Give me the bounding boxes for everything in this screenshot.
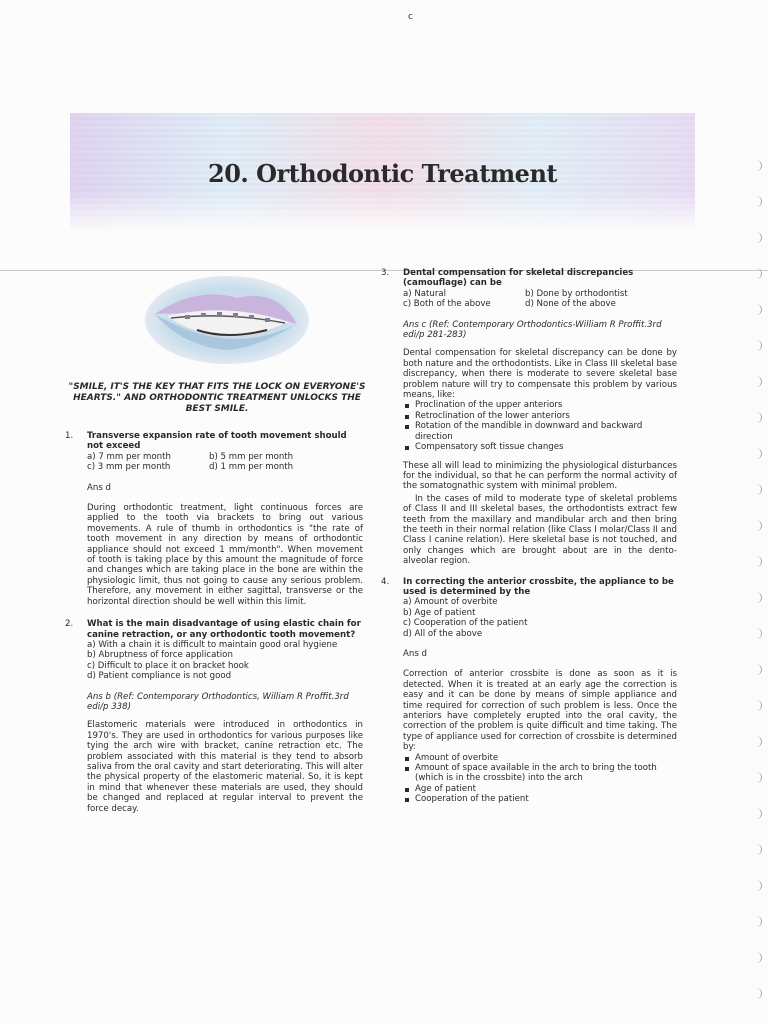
option: b) Abruptness of force application [87,650,233,661]
question-3 [381,268,677,289]
question-4-answer: Ans d [403,649,427,659]
question-3-text: Dental compensation for skeletal discrepancies (camouflage) can be [403,268,634,289]
question-1-options [65,452,363,473]
question-2-answer: Ans b (Ref: Contemporary Orthodontics, William R Proffit.3rd edi/p 338) [87,691,349,712]
question-4-bullets [381,753,677,805]
option: b) 5 mm per month [209,451,294,462]
question-1-explanation: During orthodontic treatment, light continuous forces are applied to the tooth via brackets to bring out various movements. A rule of thumb in orthodontics is "the rate of tooth movement in any direction by means of orthodontic appliance should not exceed 1 mm/month". When movement of tooth is taking place by this amount the magnitude of force and changes which are taking place in the bone are within the physiologic limit, thus not going to cause any serious problem. Therefore, any movement in either sagittal, transverse or the horizontal direction should be well within this limit. [87,503,363,607]
option: d) 1 mm per month [209,462,294,473]
list-item: Amount of overbite [415,753,677,763]
option: a) Natural [403,288,447,299]
question-3-paragraph-2: In the cases of mild to moderate type of skeletal problems of Class II and III skeletal bases, the orthodontists extract few teeth from the maxillary and mandibular arch and then bring the teeth in their normal relation (like Class I molar/Class II and Class I canine relation). Here skeletal base is not touched, and only changes which are brought about are in the dento-alveolar region. [403,493,677,567]
smile-quote: "SMILE, IT'S THE KEY THAT FITS THE LOCK ON EVERYONE'S HEARTS." AND ORTHODONTIC TREATMENT UNLOCKS THE BEST SMILE. [68,382,366,414]
question-4 [381,577,677,598]
question-3-intro: Dental compensation for skeletal discrepancy can be done by both nature and the orthodontists. Like in Class III skeletal base discrepancy, when there is moderate to severe skeletal base problem nature will try to compensate this problem by various means, like: [403,348,677,401]
chapter-title: 20. Orthodontic Treatment [208,159,557,188]
question-3-number: 3. [381,268,390,278]
question-1-answer: Ans d [87,482,111,493]
option: d) All of the above [403,628,483,639]
left-column [65,431,363,814]
option: a) Amount of overbite [403,597,498,608]
question-4-options [381,597,677,639]
right-column [381,268,677,805]
option: b) Done by orthodontist [525,288,628,299]
question-2-text: What is the main disadvantage of using elastic chain for canine retraction, or any orthodontic tooth movement? [87,619,361,640]
question-1-text: Transverse expansion rate of tooth movement should not exceed [87,431,347,452]
option: b) Age of patient [403,607,476,618]
chapter-banner [70,113,695,231]
option: d) None of the above [525,299,616,310]
option: c) 3 mm per month [87,462,171,473]
question-1-number: 1. [65,431,74,441]
question-2-options [65,640,363,682]
list-item: Retroclination of the lower anteriors [415,411,677,421]
list-item: Rotation of the mandible in downward and backward direction [415,421,677,442]
question-2-explanation: Elastomeric materials were introduced in orthodontics in 1970's. They are used in orthodontics for various purposes like tying the arch wire with bracket, canine retraction etc. The problem associated with this material is they tend to absorb saliva from the oral cavity and start deteriorating. This will alter the physical property of the elastomeric material. So, it is kept in mind that whenever these materials are used, they should be changed and replaced at regular interval to prevent the force decay. [87,720,363,814]
option: a) 7 mm per month [87,451,171,462]
question-4-number: 4. [381,576,390,587]
question-3-paragraph-1: These all will lead to minimizing the physiological disturbances for the individual, so that he can perform the normal activity of the somatognathic system with minimal problem. [403,460,677,492]
question-1 [65,431,363,452]
list-item: Proclination of the upper anteriors [415,400,677,410]
question-4-explanation: Correction of anterior crossbite is done as soon as it is detected. When it is treated at an early age the correction is easy and it can be done by means of simple appliance and time required for correction of such problem is less. Once the anteriors have completely erupted into the oral cavity, the correction of the problem is quite difficult and time taking. The type of appliance used for correction of crossbite is determined by: [403,669,677,753]
option: c) Cooperation of the patient [403,618,528,629]
list-item: Age of patient [415,784,677,794]
page-mark: c [408,12,413,22]
question-4-text: In correcting the anterior crossbite, the appliance to be used is determined by the [403,576,674,597]
question-2 [65,619,363,640]
question-3-bullets [381,400,677,452]
list-item: Cooperation of the patient [415,794,677,804]
option: a) With a chain it is difficult to maintain good oral hygiene [87,639,338,650]
option: d) Patient compliance is not good [87,671,232,682]
smile-braces-image [137,266,311,374]
option: c) Difficult to place it on bracket hook [87,660,249,671]
list-item: Amount of space available in the arch to bring the tooth (which is in the crossbite) into the arch [415,763,677,784]
option: c) Both of the above [403,299,491,310]
question-3-answer: Ans c (Ref: Contemporary Orthodontics-William R Proffit.3rd edi/p 281-283) [403,319,662,341]
question-3-options [381,289,677,310]
question-2-number: 2. [65,619,74,630]
binder-holes [748,160,762,1020]
list-item: Compensatory soft tissue changes [415,442,677,452]
